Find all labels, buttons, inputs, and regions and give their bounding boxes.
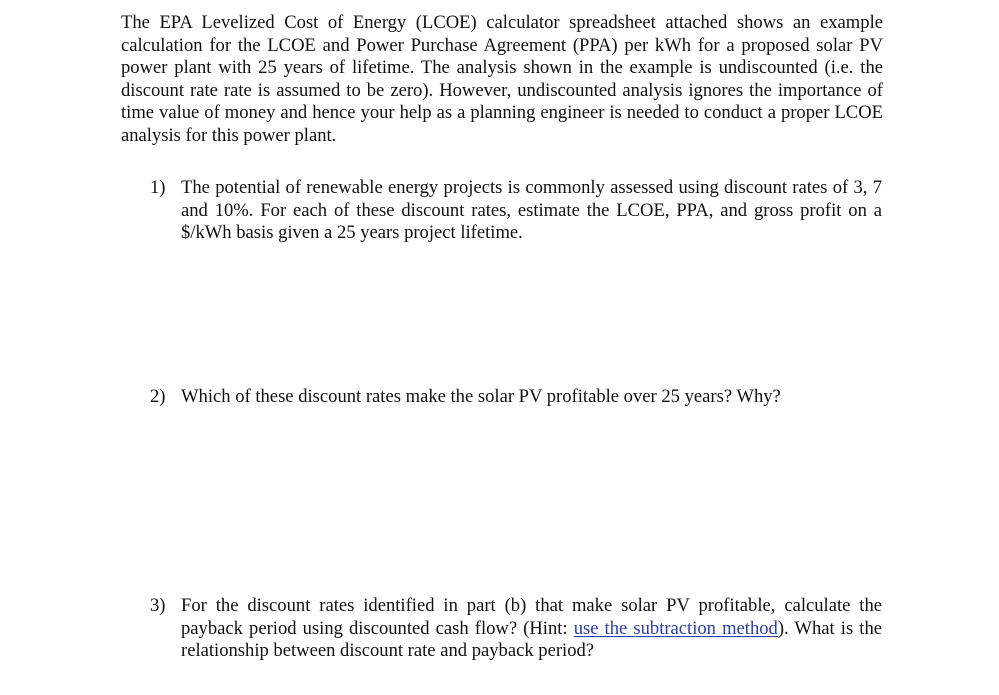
question-2	[150, 386, 882, 409]
question-3-text-after-link: ). What is the relationship between discount rate and payback period?	[181, 617, 882, 662]
question-3	[150, 595, 882, 663]
question-3-text-before-link: For the discount rates identified in part (b) that make solar PV profitable, calculate the payback period using discounted cash flow? (Hint:	[181, 595, 882, 639]
question-1	[150, 177, 882, 245]
question-2-text: Which of these discount rates make the solar PV profitable over 25 years? Why?	[181, 386, 781, 407]
question-1-number: 1)	[150, 177, 166, 198]
question-3-number: 3)	[150, 595, 166, 616]
subtraction-method-link[interactable]: use the subtraction method	[573, 617, 778, 639]
question-3-text	[181, 595, 882, 663]
question-2-number: 2)	[150, 386, 166, 407]
intro-paragraph: The EPA Levelized Cost of Energy (LCOE) calculator spreadsheet attached shows an example calculation for the LCOE and Power Purchase Agreement (PPA) per kWh for a proposed solar PV power plant with 25 years of lifetime. The analysis shown in the example is undiscounted (i.e. the discount rate rate is assumed to be zero). However, undiscounted analysis ignores the importance of time value of money and hence your help as a planning engineer is needed to conduct a proper LCOE analysis for this power plant.	[121, 12, 883, 146]
question-1-text: The potential of renewable energy projects is commonly assessed using discount rates of 3, 7 and 10%. For each of these discount rates, estimate the LCOE, PPA, and gross profit on a $/kWh basis given a 25 years project lifetime.	[181, 177, 882, 244]
